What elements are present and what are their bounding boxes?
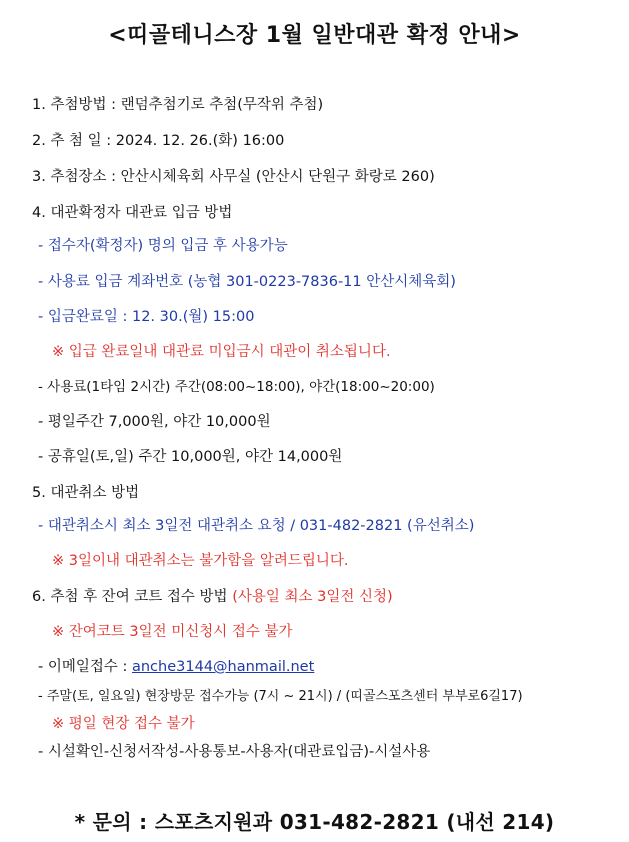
item-cancel-request: - 대관취소시 최소 3일전 대관취소 요청 / 031-482-2821 (유선취소) [38,518,475,534]
item-remaining-court-warning: ※ 잔여코트 3일전 미신청시 접수 불가 [52,624,293,640]
email-link[interactable]: anche3144@hanmail.net [131,659,315,675]
item-usage-fee-hours: - 사용료(1타임 2시간) 주간(08:00~18:00), 야간(18:00~20:00) [38,379,435,395]
item-bank-account: - 사용료 입금 계좌번호 (농협 301-0223-7836-11 안산시체육회) [38,274,456,290]
item-cancel-warning: ※ 3일이내 대관취소는 불가함을 알려드립니다. [52,553,349,569]
email-label: - 이메일접수 : [38,659,132,675]
item-payment-deadline: - 입금완료일 : 12. 30.(월) 15:00 [38,309,255,325]
remaining-court-heading-note: (사용일 최소 3일전 신청) [232,589,393,605]
item-lottery-method: 1. 추첨방법 : 랜덤추첨기로 추첨(무작위 추첨) [32,97,324,113]
item-weekend-visit: - 주말(토, 일요일) 현장방문 접수가능 (7시 ~ 21시) / (띠골스포츠센터 부부로6길17) [38,689,523,704]
item-payment-method-heading: 4. 대관확정자 대관료 입금 방법 [32,205,233,221]
item-holiday-fee: - 공휴일(토,일) 주간 10,000원, 야간 14,000원 [38,449,343,465]
contact-footer: * 문의 : 스포츠지원과 031-482-2821 (내선 214) [74,810,555,834]
item-payer-note: - 접수자(확정자) 명의 입금 후 사용가능 [38,238,288,254]
item-weekday-fee: - 평일주간 7,000원, 야간 10,000원 [38,414,271,430]
item-weekday-visit-warning: ※ 평일 현장 접수 불가 [52,716,195,732]
item-procedure: - 시설확인-신청서작성-사용통보-사용자(대관료입금)-시설사용 [38,744,431,760]
item-cancellation-warning: ※ 입급 완료일내 대관료 미입금시 대관이 취소됩니다. [52,344,391,360]
item-email-application [38,657,314,677]
item-lottery-place: 3. 추첨장소 : 안산시체육회 사무실 (안산시 단원구 화랑로 260) [32,169,435,185]
page-title: <띠골테니스장 1월 일반대관 확정 안내> [108,23,521,48]
item-lottery-date: 2. 추 첨 일 : 2024. 12. 26.(화) 16:00 [32,133,285,149]
item-cancel-method-heading: 5. 대관취소 방법 [32,485,140,501]
item-remaining-court-heading [32,587,393,607]
remaining-court-heading-text: 6. 추첨 후 잔여 코트 접수 방법 [32,589,228,605]
